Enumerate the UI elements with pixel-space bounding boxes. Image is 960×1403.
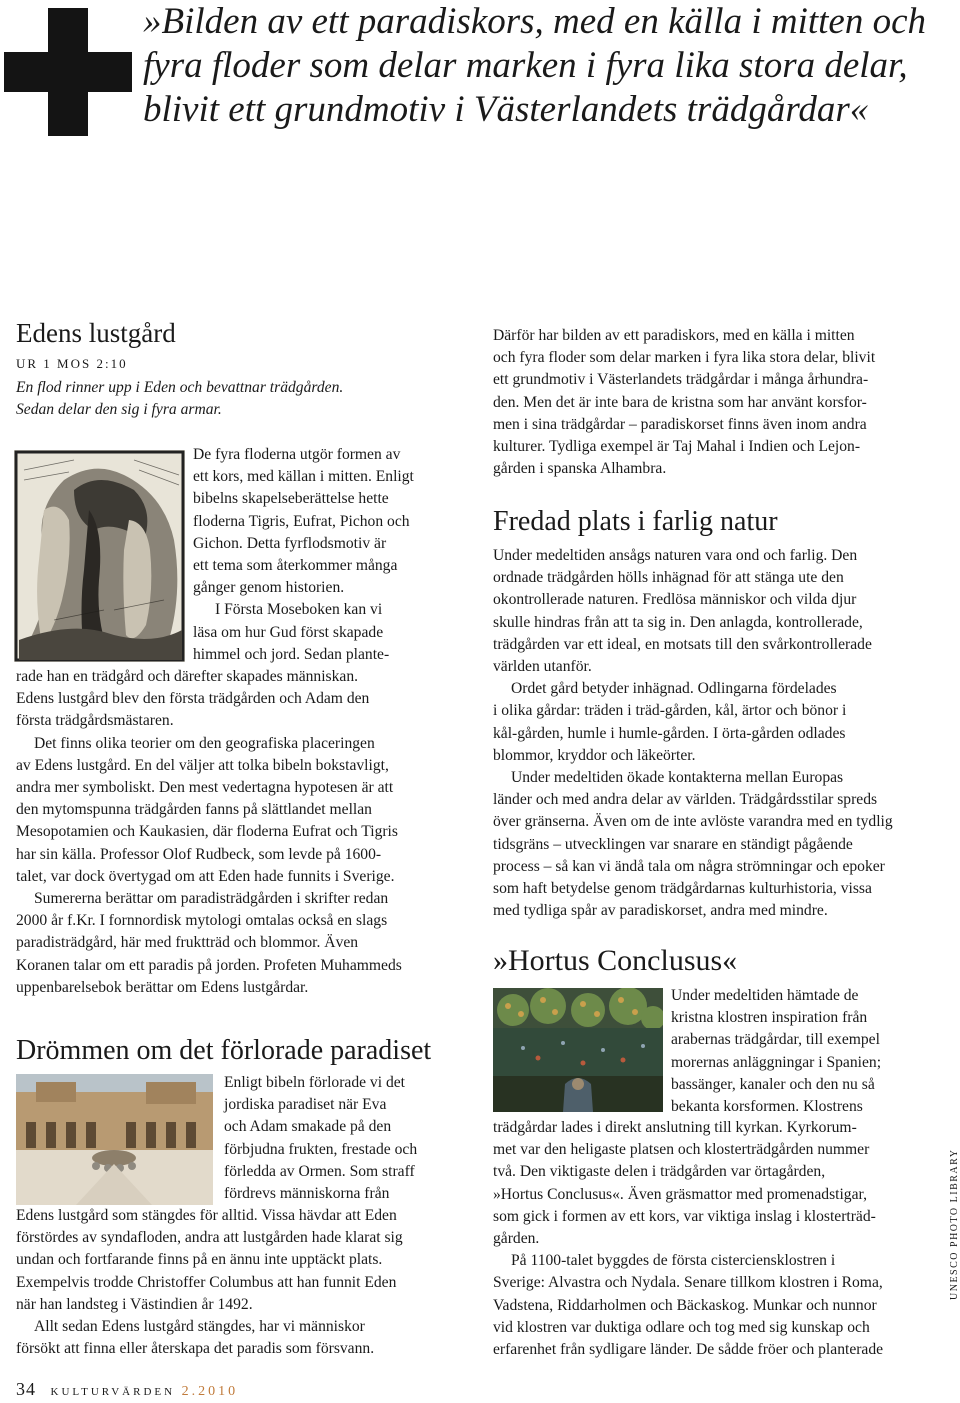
pull-quote-line: blivit ett grundmotiv i Västerlandets trädgårdar« [143, 89, 869, 130]
text-line: fördrevs människorna från [224, 1185, 390, 1203]
text-line: bassänger, kanaler och den nu så [671, 1075, 875, 1093]
text-line: länder och med andra delar av världen. Trädgårdsstilar spreds [493, 791, 878, 809]
lost-body-text [16, 1205, 466, 1360]
text-line: trädgårdar lades i direkt anslutning till kyrkan. Kyrkorum- [493, 1119, 857, 1136]
text-line: Det finns olika teorier om den geografiska placeringen [34, 734, 375, 752]
text-line: andra mer symboliskt. Den mest vedertagna hypotesen är att [16, 779, 394, 797]
text-line: process – så kan vi ändå tala om några strömningar och epoker [493, 857, 885, 875]
text-line: De fyra floderna utgör formen av [193, 446, 401, 463]
text-line: Allt sedan Edens lustgård stängdes, har vi människor [34, 1318, 365, 1336]
text-line: Enligt bibeln förlorade vi det [224, 1074, 406, 1091]
text-line: som haft betydelse genom trädgårdarnas kulturhistoria, vissa [493, 880, 872, 898]
text-line: Vadstena, Riddarholmen och Bäckaskog. Munkar och nunnor [493, 1296, 877, 1314]
text-line: första trädgårdsmästaren. [16, 712, 174, 730]
section-title-forlorade-paradiset: Drömmen om det förlorade paradiset [16, 1035, 432, 1066]
right-intro-text [493, 325, 933, 480]
text-line: blommor, kryddor och läkeörter. [493, 746, 696, 764]
lost-wrap-text [224, 1072, 464, 1205]
cross-icon [4, 8, 132, 136]
peace-body-text [493, 545, 933, 922]
bible-reference: UR 1 MOS 2:10 [16, 356, 128, 371]
issue-number: 2.2010 [181, 1384, 239, 1399]
text-line: Mesopotamien och Kaukasien, där floderna Eufrat och Tigris [16, 823, 398, 841]
text-line: bekanta korsformen. Klostrens [671, 1098, 863, 1116]
text-line: som gick i formen av ett kors, var viktiga inslag i klosterträd- [493, 1207, 876, 1225]
text-line: när han landsteg i Västindien år 1492. [16, 1295, 253, 1313]
text-line: morernas anläggningar i Spanien; [671, 1053, 882, 1071]
text-line: talet, var dock övertygad om att Eden hade funnits i Sverige. [16, 867, 395, 885]
alhambra-illustration [16, 1074, 213, 1205]
pull-quote-line: »Bilden av ett paradiskors, med en källa i mitten och [143, 1, 927, 42]
section-title-fredad-plats: Fredad plats i farlig natur [493, 506, 778, 537]
text-line: läsa om hur Gud först skapade [193, 623, 384, 641]
section-title-hortus-conclusus: »Hortus Conclusus« [493, 944, 738, 977]
text-line: arabernas trädgårdar, till exempel [671, 1031, 880, 1049]
text-line: erfarenhet från sydligare länder. De sådde fröer och planterade [493, 1341, 884, 1359]
hortus-body-text [493, 1117, 933, 1361]
bible-verse [16, 377, 343, 421]
section-title-edens-lustgard: Edens lustgård [16, 318, 176, 348]
text-line: uppenbarelsebok berättar om Edens lustgårdar. [16, 978, 309, 996]
text-line: vid klostren var duktiga odlare och tog med sig kunskap och [493, 1318, 870, 1336]
text-line: met var den heligaste platsen och klosterträdgården nummer [493, 1141, 870, 1159]
text-line: ett grundmotiv i Västerlandets trädgårdar i många århundra- [493, 371, 869, 389]
text-line: kål-gården, humle i humle-gården. I örta-gården odlades [493, 724, 846, 742]
text-line: i olika gårdar: träden i träd-gården, kål, ärtor och bönor i [493, 702, 847, 720]
text-line: den. Men det är inte bara de kristna som har använt korsfor- [493, 393, 867, 411]
verse-line: Sedan delar den sig i fyra armar. [16, 401, 222, 418]
engraving-illustration [14, 450, 185, 662]
eden-wrap-text [193, 444, 463, 666]
text-line: Sverige: Alvastra och Nydala. Senare tillkom klostren i Roma, [493, 1274, 883, 1292]
alhambra-courtyard-photo [16, 1074, 213, 1205]
text-line: två. Den viktigaste delen i trädgården var örtagården, [493, 1163, 826, 1181]
text-line: förbjudna frukten, frestade och [224, 1140, 418, 1158]
magazine-name: KULTURVÄRDEN [50, 1386, 176, 1398]
text-line: Gichon. Detta fyrflodsmotiv är [193, 534, 387, 552]
text-line: paradisträdgård, här med fruktträd och blommor. Även [16, 934, 359, 952]
text-line: och Adam smakade på den [224, 1118, 392, 1136]
text-line: världen utanför. [493, 658, 592, 676]
medieval-garden-tapestry-image [493, 988, 663, 1112]
text-line: gården. [493, 1230, 540, 1248]
text-line: tidsgräns – utvecklingen var snarare en ständigt pågående [493, 835, 853, 853]
page-footer [16, 1379, 238, 1400]
text-line: Sumererna berättar om paradisträdgården i skrifter redan [34, 890, 389, 908]
text-line: trädgården var ett ideal, en motsats till den svårkontrollerade [493, 635, 872, 653]
text-line: med tydliga spår av paradiskorset, andra med mindre. [493, 902, 828, 920]
adam-eve-engraving-image [14, 450, 185, 662]
tapestry-illustration [493, 988, 663, 1112]
text-line: Edens lustgård blev den första trädgården och Adam den [16, 690, 370, 708]
pull-quote-line: fyra floder som delar marken i fyra lika stora delar, [143, 45, 908, 86]
text-line: okontrollerade naturen. Fredlösa människor och vilda djur [493, 591, 857, 609]
text-line: Ordet gård betyder inhägnad. Odlingarna fördelades [511, 680, 837, 698]
text-line: förstördes av syndafloden, andra att lustgården hade klarat sig [16, 1229, 403, 1247]
text-line: 2000 år f.Kr. I fornnordisk mytologi omtalas också en slags [16, 912, 388, 930]
text-line: I Första Moseboken kan vi [215, 601, 383, 619]
text-line: rade han en trädgård och därefter skapades människan. [16, 668, 359, 685]
text-line: försökt att finna eller återskapa det paradis som försvann. [16, 1340, 375, 1358]
text-line: Exempelvis trodde Christoffer Columbus att han funnit Eden [16, 1273, 397, 1291]
text-line: av Edens lustgård. En del väljer att tolka bibeln bokstavligt, [16, 756, 389, 774]
pull-quote [143, 0, 943, 132]
hortus-wrap-text [671, 985, 941, 1118]
text-line: och fyra floder som delar marken i fyra lika stora delar, blivit [493, 349, 876, 367]
text-line: har sin källa. Professor Olof Rudbeck, som levde på 1600- [16, 845, 382, 863]
text-line: men i sina trädgårdar – paradiskorset finns även inom andra [493, 415, 867, 433]
text-line: »Hortus Conclusus«. Även gräsmattor med promenadstigar, [493, 1185, 867, 1203]
text-line: gården i spanska Alhambra. [493, 460, 667, 478]
text-line: över gränserna. Även om de inte avlöste varandra med en tydlig [493, 813, 893, 831]
text-line: kristna klostren inspiration från [671, 1009, 868, 1027]
text-line: ett kors, med källan i mitten. Enligt [193, 468, 414, 486]
text-line: bibelns skapelseberättelse hette [193, 490, 389, 508]
page-number: 34 [16, 1379, 36, 1399]
text-line: jordiska paradiset när Eva [224, 1096, 387, 1114]
text-line: Edens lustgård som stängdes för alltid. Vissa hävdar att Eden [16, 1207, 397, 1224]
text-line: Under medeltiden ansågs naturen vara ond och farlig. Den [493, 547, 858, 564]
text-line: kulturer. Tydliga exempel är Taj Mahal i Indien och Lejon- [493, 438, 861, 456]
text-line: undan och fortfarande finns på en ännu inte upptäckt plats. [16, 1251, 383, 1269]
text-line: Under medeltiden ökade kontakterna mellan Europas [511, 769, 844, 787]
text-line: Koranen talar om ett paradis på jorden. Profeten Muhammeds [16, 956, 402, 974]
text-line: skulle hindras från att ta sig in. Den anlagda, kontrollerade, [493, 613, 863, 631]
verse-line: En flod rinner upp i Eden och bevattnar trädgården. [16, 379, 344, 396]
text-line: På 1100-talet byggdes de första cisterciensklostren i [511, 1252, 836, 1270]
text-line: Därför har bilden av ett paradiskors, med en källa i mitten [493, 327, 855, 344]
text-line: ett tema som återkommer många [193, 557, 398, 575]
text-line: den mytomspunna trädgården fanns på slättlandet mellan [16, 801, 372, 819]
eden-body-text [16, 666, 466, 999]
text-line: Under medeltiden hämtade de [671, 987, 859, 1004]
text-line: himmel och jord. Sedan plante- [193, 645, 390, 663]
text-line: floderna Tigris, Eufrat, Pichon och [193, 512, 410, 530]
photo-credit: UNESCO PHOTO LIBRARY [949, 1148, 960, 1300]
text-line: ordnade trädgården hölls inhägnad för att stänga ute den [493, 569, 844, 587]
text-line: gånger genom historien. [193, 579, 345, 597]
text-line: förledda av Ormen. Som straff [224, 1162, 415, 1180]
